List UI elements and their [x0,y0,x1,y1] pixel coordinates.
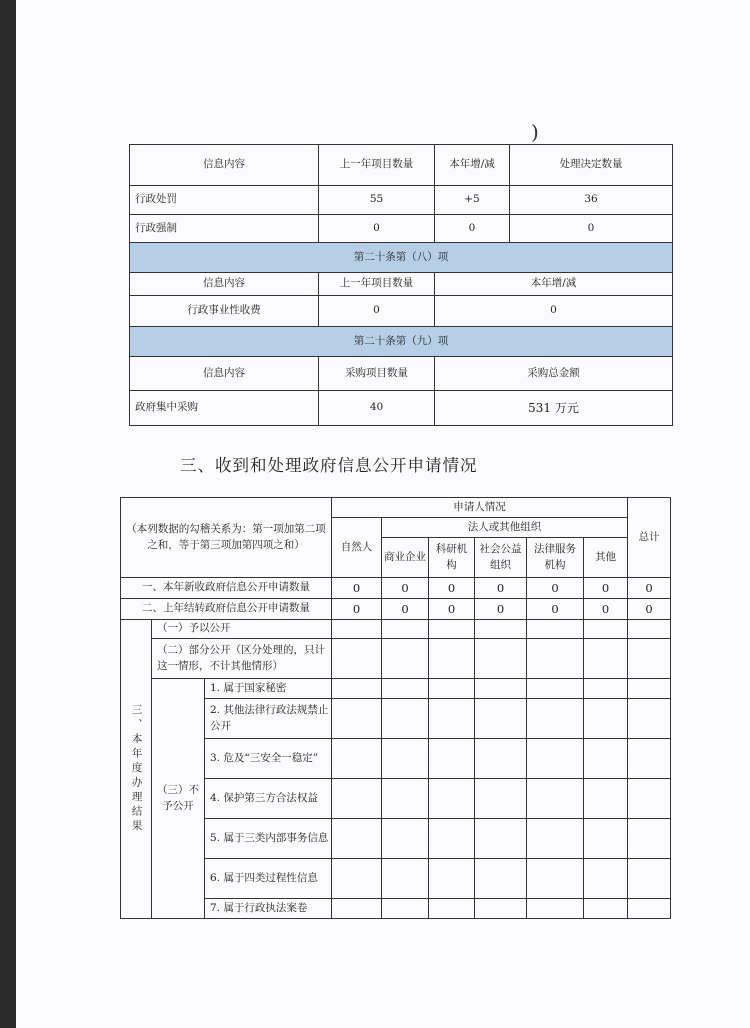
section-title: 三、收到和处理政府信息公开申请情况 [180,456,478,475]
not-disclosed-label: （三）不予公开 [152,679,205,919]
consistency-note: （本列数据的勾稽关系为：第一项加第二项之和，等于第三项加第四项之和） [121,498,332,578]
table-row: 行政处罚 55 +5 36 [130,186,673,215]
application-stats-table [120,497,671,919]
header-proc-count: 采购项目数量 [319,357,435,391]
disclosure-table-top [129,144,673,426]
table-row: 一、本年新收政府信息公开申请数量 0 0 0 0 0 0 0 [121,578,671,599]
col-research: 科研机构 [429,538,475,578]
header-prev-8: 上一年项目数量 [319,273,435,296]
table-row: 行政事业性收费 0 0 [130,296,673,327]
header-change-8: 本年增/减 [435,273,673,296]
header-content: 信息内容 [130,145,319,186]
header-content-8: 信息内容 [130,273,319,296]
table-row: 行政强制 0 0 0 [130,215,673,243]
section-band-8: 第二十条第（八）项 [130,243,673,273]
table-row: （三）不予公开 1. 属于国家秘密 [121,679,671,699]
document-page [16,0,750,1028]
table-row: （二）部分公开（区分处理的，只计这一情形，不计其他情形） [121,639,671,679]
pen-mark: ) [531,120,539,144]
table-row: 二、上年结转政府信息公开申请数量 0 0 0 0 0 0 0 [121,599,671,620]
col-legal-service: 法律服务机构 [527,538,584,578]
header-change: 本年增/减 [435,145,510,186]
header-content-9: 信息内容 [130,357,319,391]
col-business: 商业企业 [382,538,429,578]
natural-person-header: 自然人 [332,518,382,578]
table-row: 6. 属于四类过程性信息 [121,859,671,899]
table-row: 5. 属于三类内部事务信息 [121,819,671,859]
table-row: 4. 保护第三方合法权益 [121,779,671,819]
header-prev-count: 上一年项目数量 [319,145,435,186]
result-group-label: 三、本年度办理结果 [121,620,152,919]
table-row: 7. 属于行政执法案卷 [121,899,671,919]
table-row: 2. 其他法律行政法规禁止公开 [121,699,671,739]
legal-entity-header: 法人或其他组织 [382,518,628,538]
header-proc-total: 采购总金额 [435,357,673,391]
applicant-header: 申请人情况 [332,498,628,518]
total-header: 总计 [628,498,671,578]
table-row: 3. 危及“三安全一稳定” [121,739,671,779]
table-row: 政府集中采购 40 531 万元 [130,391,673,426]
col-public-welfare: 社会公益组织 [475,538,527,578]
header-decisions: 处理决定数量 [510,145,673,186]
col-other: 其他 [584,538,628,578]
table-row: 三、本年度办理结果 （一）予以公开 [121,620,671,639]
section-band-9: 第二十条第（九）项 [130,327,673,357]
